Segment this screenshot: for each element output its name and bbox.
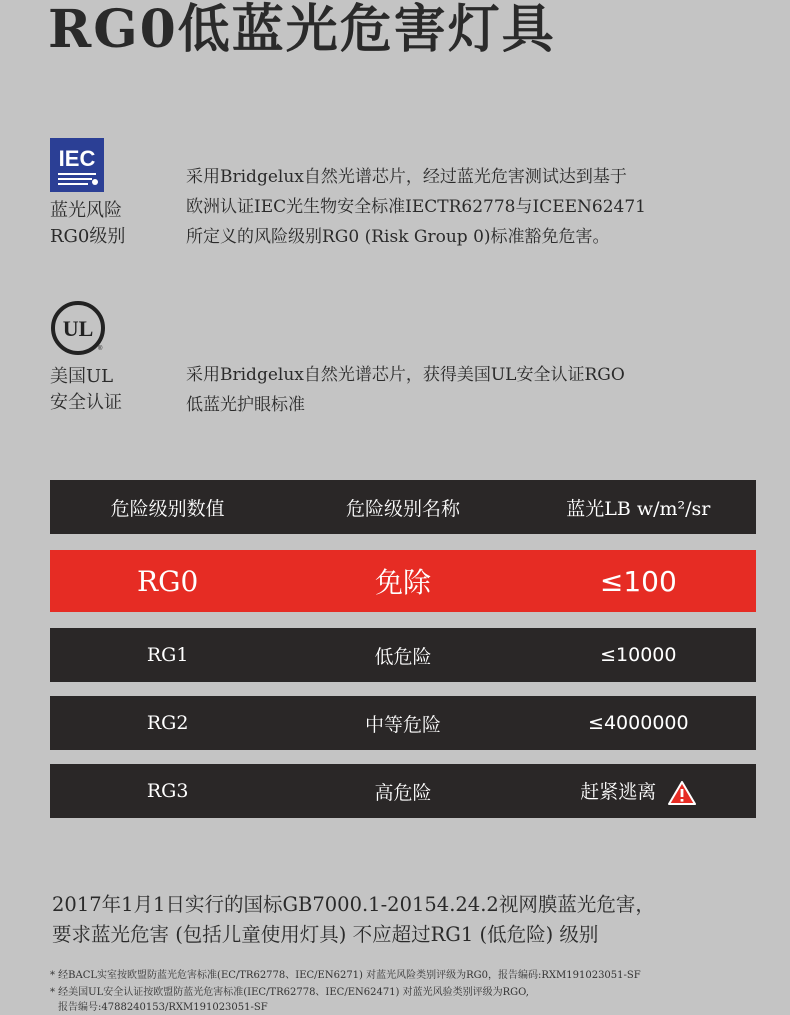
ul-label-line1: 美国UL xyxy=(50,366,114,387)
table-row-rg2 xyxy=(50,696,756,750)
iec-cert-description xyxy=(186,162,746,252)
ul-cert-description xyxy=(186,360,746,420)
footnote-3: 报告编号:4788240153/RXM191023051-SF xyxy=(58,1002,268,1013)
standard-note xyxy=(52,890,752,950)
header-level: 危险级别数值 xyxy=(110,497,225,520)
svg-text:®: ® xyxy=(98,346,103,352)
iec-label-line2: RG0级别 xyxy=(50,226,126,247)
ul-desc-line2: 低蓝光护眼标准 xyxy=(186,395,305,415)
row-value-cell xyxy=(521,777,756,805)
table-row-rg3 xyxy=(50,764,756,818)
header-name: 危险级别名称 xyxy=(345,497,460,520)
iec-cert-label xyxy=(50,198,125,250)
footnote-2: * 经美国UL安全认证按欧盟防蓝光危害标准(IEC/TR62778、IEC/EN62471) 对蓝光风验类别评级为RGO, xyxy=(50,987,529,998)
iec-label-line1: 蓝光风险 xyxy=(50,200,122,221)
iec-desc-line1: 采用Bridgelux自然光谱芯片，经过蓝光危害测试达到基于 xyxy=(186,167,627,187)
row-value: ≤10000 xyxy=(600,644,677,666)
iec-logo-icon xyxy=(50,138,104,192)
note-line1: 2017年1月1日实行的国标GB7000.1-20154.24.2视网膜蓝光危害， xyxy=(52,893,655,916)
row-level: RG1 xyxy=(146,644,189,666)
row-name: 中等危险 xyxy=(364,713,441,736)
row-name: 低危险 xyxy=(374,645,432,668)
footnote-1: * 经BACL实室按欧盟防蓝光危害标准(EC/TR62778、IEC/EN6271) 对蓝光风险类别评级为RG0，报告编码:RXM191023051-SF xyxy=(50,970,641,981)
table-row-rg0 xyxy=(50,550,756,612)
ul-label-line2: 安全认证 xyxy=(50,392,122,413)
svg-text:IEC: IEC xyxy=(58,146,96,171)
svg-text:UL: UL xyxy=(62,316,94,341)
table-header xyxy=(50,480,756,534)
header-value: 蓝光LB w/m²/sr xyxy=(566,497,711,520)
ul-desc-line1: 采用Bridgelux自然光谱芯片，获得美国UL安全认证RGO xyxy=(186,365,625,385)
row-name: 免除 xyxy=(374,566,431,599)
iec-desc-line3: 所定义的风险级别RG0 (Risk Group 0)标准豁免危害。 xyxy=(186,227,610,247)
row-level: RG3 xyxy=(146,780,189,802)
row-level: RG2 xyxy=(146,712,189,734)
row-name: 高危险 xyxy=(374,781,432,804)
table-row-rg1 xyxy=(50,628,756,682)
row-value: 赶紧逃离 xyxy=(580,781,657,803)
page-title: RG0低蓝光危害灯具 xyxy=(48,0,556,60)
row-value: ≤100 xyxy=(599,564,677,598)
row-value: ≤4000000 xyxy=(588,712,689,734)
ul-cert-label xyxy=(50,364,122,416)
ul-logo-icon xyxy=(50,300,106,356)
note-line2: 要求蓝光危害 (包括儿童使用灯具) 不应超过RG1 (低危险) 级别 xyxy=(52,923,599,946)
row-level: RG0 xyxy=(137,564,199,598)
warning-icon xyxy=(668,781,696,805)
iec-desc-line2: 欧洲认证IEC光生物安全标准IECTR62778与ICEEN62471 xyxy=(186,197,646,217)
